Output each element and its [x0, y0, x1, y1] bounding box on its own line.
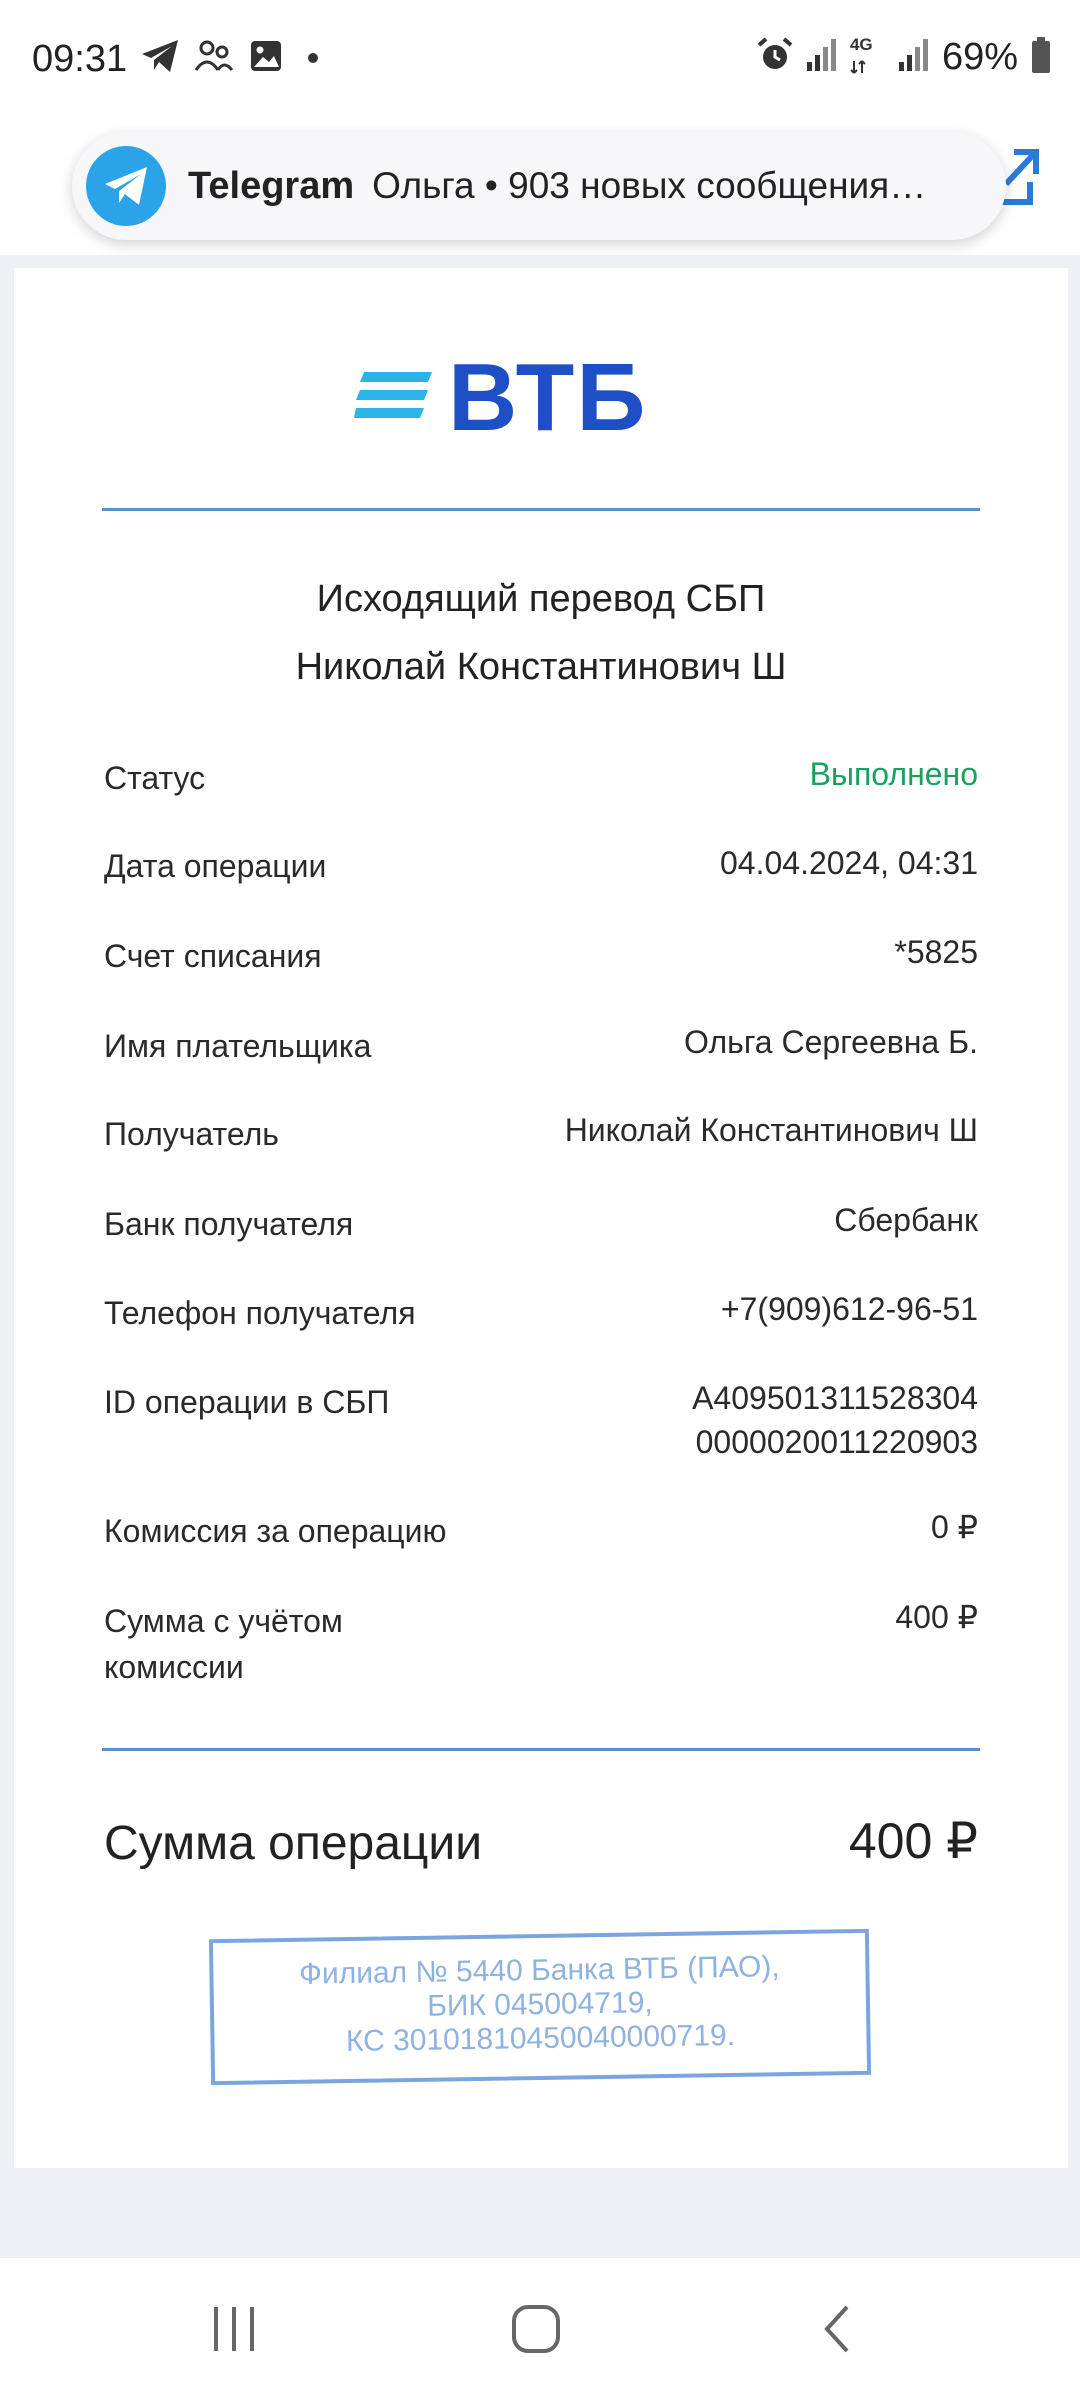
home-button[interactable]	[476, 2258, 596, 2400]
signal-icon-2	[898, 38, 930, 77]
status-time: 09:31	[32, 38, 128, 80]
bottom-divider	[102, 1748, 980, 1751]
row-label-phone: Телефон получателя	[104, 1295, 416, 1331]
back-icon	[813, 2299, 863, 2359]
status-bar	[0, 0, 1080, 120]
image-icon	[248, 38, 284, 79]
contacts-icon	[194, 38, 234, 79]
vtb-logo	[354, 344, 648, 451]
recent-apps-icon	[204, 2301, 264, 2357]
row-label-sbp-id: ID операции в СБП	[104, 1384, 390, 1420]
payer-value: Ольга Сергеевна Б.	[683, 1024, 978, 1060]
stamp-line3: КС 30101810450040000719.	[345, 2018, 736, 2059]
network-label: 4G	[849, 34, 873, 54]
stamp-line2: БИК 045004719,	[426, 1986, 653, 2023]
bank-value: Сбербанк	[834, 1202, 978, 1238]
status-left-icons	[140, 38, 328, 79]
row-label-commission: Комиссия за операцию	[104, 1513, 447, 1549]
home-icon	[506, 2299, 566, 2359]
total-label: Сумма операции	[104, 1817, 483, 1870]
row-label-account: Счет списания	[104, 938, 322, 974]
sum-with-commission-value: 400 ₽	[895, 1599, 978, 1635]
telegram-app-icon	[86, 146, 166, 226]
receipt-card	[14, 268, 1068, 2168]
back-button[interactable]	[778, 2258, 898, 2400]
top-divider	[102, 508, 980, 511]
date-value: 04.04.2024, 04:31	[719, 845, 978, 881]
alarm-icon	[756, 36, 794, 79]
signal-4g-icon	[849, 34, 886, 77]
status-right-icons	[756, 36, 1052, 79]
vtb-logo-stripes-icon	[354, 370, 434, 426]
telegram-icon	[140, 38, 180, 79]
sbp-id-line2: 0000020011220903	[695, 1424, 978, 1460]
status-value: Выполнено	[809, 756, 978, 792]
bank-logo-text: ВТБ	[448, 344, 648, 451]
sbp-id-line1: A409501311528304	[692, 1380, 978, 1416]
recent-apps-button[interactable]	[174, 2258, 294, 2400]
telegram-notification[interactable]	[72, 132, 1006, 240]
row-label-date: Дата операции	[104, 848, 327, 884]
sum-label-line2: комиссии	[104, 1649, 244, 1685]
sbp-id-value	[692, 1376, 978, 1464]
signal-icon	[806, 38, 838, 77]
notification-app-name: Telegram	[188, 164, 355, 207]
navigation-bar	[0, 2258, 1080, 2400]
notification-text: Ольга • 903 новых сообщения…	[372, 165, 927, 206]
row-label-status: Статус	[104, 760, 206, 796]
receipt-title: Исходящий перевод СБП	[316, 578, 766, 620]
stamp-line1: Филиал № 5440 Банка ВТБ (ПАО),	[298, 1950, 780, 1991]
dot-icon	[298, 38, 328, 79]
battery-percent: 69%	[941, 36, 1018, 78]
row-label-bank: Банк получателя	[104, 1206, 354, 1242]
commission-value: 0 ₽	[930, 1509, 978, 1545]
row-label-payer: Имя плательщика	[104, 1028, 372, 1064]
row-label-recipient: Получатель	[104, 1116, 279, 1152]
recipient-value: Николай Константинович Ш	[564, 1112, 978, 1148]
row-label-sum-with-commission	[104, 1598, 343, 1690]
phone-value: +7(909)612-96-51	[720, 1291, 978, 1327]
total-value: 400 ₽	[848, 1813, 978, 1869]
recipient-name-heading: Николай Константинович Ш	[295, 646, 787, 688]
bank-stamp	[209, 1929, 871, 2085]
sum-label-line1: Сумма с учётом	[104, 1603, 343, 1639]
account-value: *5825	[894, 934, 978, 970]
battery-icon	[1030, 36, 1052, 79]
